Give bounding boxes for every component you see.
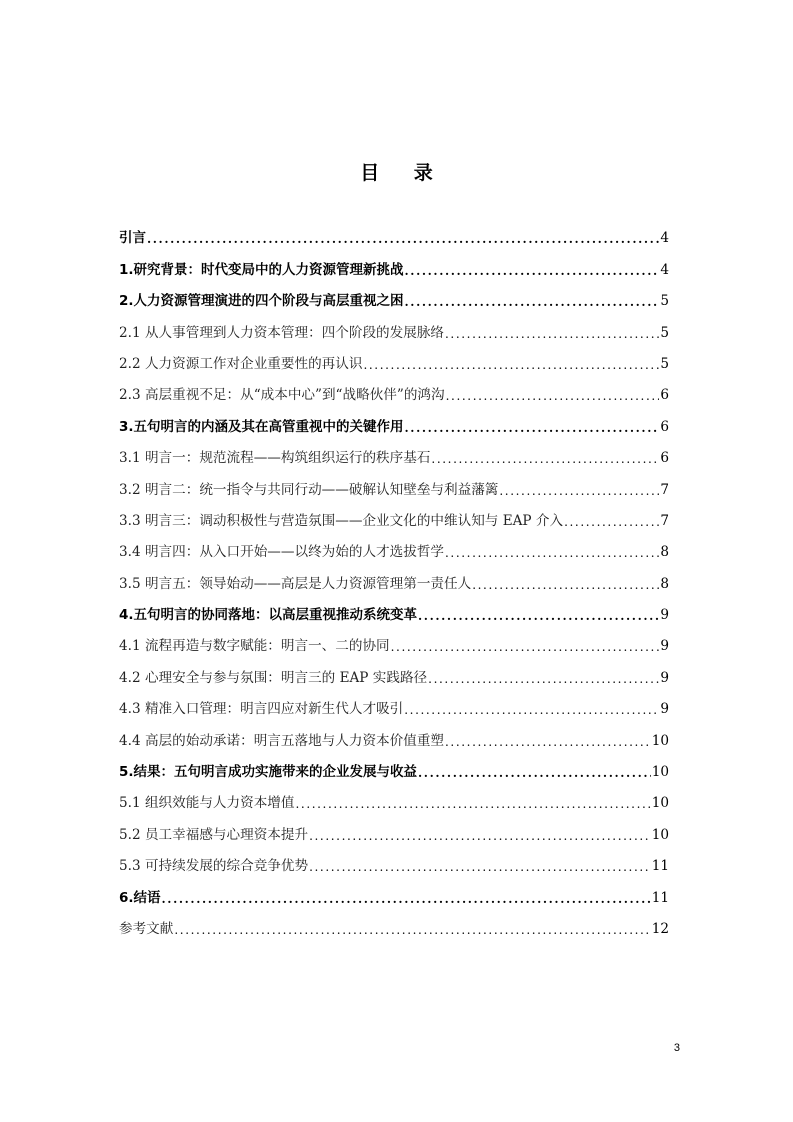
toc-entry[interactable] <box>119 311 669 342</box>
toc-entry-page: 9 <box>660 701 669 718</box>
toc-leader-dots <box>405 419 660 437</box>
toc-leader-dots <box>564 513 659 531</box>
toc-entry-page: 8 <box>660 544 669 561</box>
toc-leader-dots <box>431 450 659 468</box>
toc-leader-dots <box>404 701 659 719</box>
toc-entry-page: 6 <box>660 418 669 435</box>
toc-entry-title: 引言 <box>119 230 146 247</box>
toc-entry-page: 10 <box>651 764 669 781</box>
toc-entry-page: 7 <box>660 481 669 498</box>
toc-leader-dots <box>309 858 651 876</box>
toc-entry-title: 3.1 明言一：规范流程——构筑组织运行的秩序基石 <box>119 450 431 467</box>
toc-entry-page: 6 <box>660 387 669 404</box>
toc-leader-dots <box>162 890 651 908</box>
toc-entry-title: 3.3 明言三：调动积极性与营造氛围——企业文化的中维认知与 EAP 介入 <box>119 512 564 529</box>
toc-entry[interactable] <box>119 908 669 939</box>
toc-entry-page: 4 <box>660 261 669 278</box>
toc-leader-dots <box>472 576 659 594</box>
toc-entry[interactable] <box>119 751 669 782</box>
toc-leader-dots <box>174 921 650 939</box>
toc-entry-page: 11 <box>651 858 669 875</box>
toc-entry[interactable] <box>119 343 669 374</box>
toc-leader-dots <box>363 356 659 374</box>
toc-entry-title: 2.1 从人事管理到人力资本管理：四个阶段的发展脉络 <box>119 324 445 341</box>
toc-entry-page: 5 <box>660 355 669 372</box>
toc-leader-dots <box>418 607 659 625</box>
toc-entry[interactable] <box>119 374 669 405</box>
toc-entry-title: 4.五句明言的协同落地：以高层重视推动系统变革 <box>119 607 418 624</box>
toc-leader-dots <box>309 827 651 845</box>
toc-leader-dots <box>405 262 660 280</box>
toc-entry-page: 6 <box>660 450 669 467</box>
toc-entry[interactable] <box>119 625 669 656</box>
toc-entry[interactable] <box>119 876 669 907</box>
toc-entry-page: 5 <box>660 293 669 310</box>
toc-entry-page: 10 <box>651 826 669 843</box>
toc-entry[interactable] <box>119 248 669 279</box>
toc-entry[interactable] <box>119 656 669 687</box>
toc-entry[interactable] <box>119 688 669 719</box>
toc-entry-title: 参考文献 <box>119 920 174 937</box>
toc-leader-dots <box>405 293 660 311</box>
page-number: 3 <box>673 1042 680 1054</box>
toc-entry-title: 4.4 高层的始动承诺：明言五落地与人力资本价值重塑 <box>119 732 445 749</box>
toc-leader-dots <box>445 733 651 751</box>
toc-entry-title: 5.1 组织效能与人力资本增值 <box>119 795 295 812</box>
toc-entry[interactable] <box>119 562 669 593</box>
toc-entry-title: 3.5 明言五：领导始动——高层是人力资源管理第一责任人 <box>119 575 472 592</box>
toc-entry[interactable] <box>119 217 669 248</box>
toc-entry-page: 4 <box>660 230 669 247</box>
toc-leader-dots <box>147 230 659 248</box>
toc-entry-page: 5 <box>660 324 669 341</box>
toc-entry-page: 7 <box>660 512 669 529</box>
toc-entry[interactable] <box>119 500 669 531</box>
toc-entry[interactable] <box>119 782 669 813</box>
toc-leader-dots <box>446 387 660 405</box>
toc-entry-page: 9 <box>660 669 669 686</box>
toc-entry-page: 9 <box>660 638 669 655</box>
toc-entry-title: 2.3 高层重视不足：从“成本中心”到“战略伙伴”的鸿沟 <box>119 387 445 404</box>
toc-entry-title: 2.2 人力资源工作对企业重要性的再认识 <box>119 355 363 372</box>
toc-leader-dots <box>391 638 660 656</box>
toc-entry-title: 3.4 明言四：从入口开始——以终为始的人才选拔哲学 <box>119 544 445 561</box>
toc-entry-page: 9 <box>660 607 669 624</box>
toc-entry-title: 4.1 流程再造与数字赋能：明言一、二的协同 <box>119 638 390 655</box>
toc-entry[interactable] <box>119 468 669 499</box>
toc-leader-dots <box>295 795 650 813</box>
toc-entry-page: 10 <box>651 732 669 749</box>
toc-entry-page: 8 <box>660 575 669 592</box>
toc-entry[interactable] <box>119 719 669 750</box>
toc-entry-title: 4.3 精准入口管理：明言四应对新生代人才吸引 <box>119 701 404 718</box>
toc-leader-dots <box>445 325 659 343</box>
toc-entry[interactable] <box>119 405 669 436</box>
toc-entry-page: 11 <box>651 889 669 906</box>
toc-entry-title: 4.2 心理安全与参与氛围：明言三的 EAP 实践路径 <box>119 669 428 686</box>
toc-entry-title: 5.2 员工幸福感与心理资本提升 <box>119 826 309 843</box>
toc-entry[interactable] <box>119 437 669 468</box>
toc-leader-dots <box>445 544 659 562</box>
toc-entry-title: 3.五句明言的内涵及其在高管重视中的关键作用 <box>119 418 404 435</box>
toc-entry-title: 3.2 明言二：统一指令与共同行动——破解认知壁垒与利益藩篱 <box>119 481 499 498</box>
toc-entry-title: 6.结语 <box>119 889 161 906</box>
toc-entry[interactable] <box>119 813 669 844</box>
toc-entry-title: 5.3 可持续发展的综合竞争优势 <box>119 858 309 875</box>
toc-leader-dots <box>428 670 659 688</box>
page-title: 目 录 <box>360 162 447 184</box>
toc-entry-title: 5.结果：五句明言成功实施带来的企业发展与收益 <box>119 764 418 781</box>
toc-leader-dots <box>499 482 659 500</box>
toc-entry[interactable] <box>119 280 669 311</box>
toc-entry[interactable] <box>119 845 669 876</box>
toc-entry-page: 10 <box>651 795 669 812</box>
toc-entry-page: 12 <box>651 920 669 937</box>
table-of-contents <box>119 217 669 939</box>
toc-leader-dots <box>418 764 651 782</box>
toc-entry-title: 1.研究背景：时代变局中的人力资源管理新挑战 <box>119 261 404 278</box>
toc-entry-title: 2.人力资源管理演进的四个阶段与高层重视之困 <box>119 293 404 310</box>
toc-entry[interactable] <box>119 531 669 562</box>
toc-entry[interactable] <box>119 594 669 625</box>
